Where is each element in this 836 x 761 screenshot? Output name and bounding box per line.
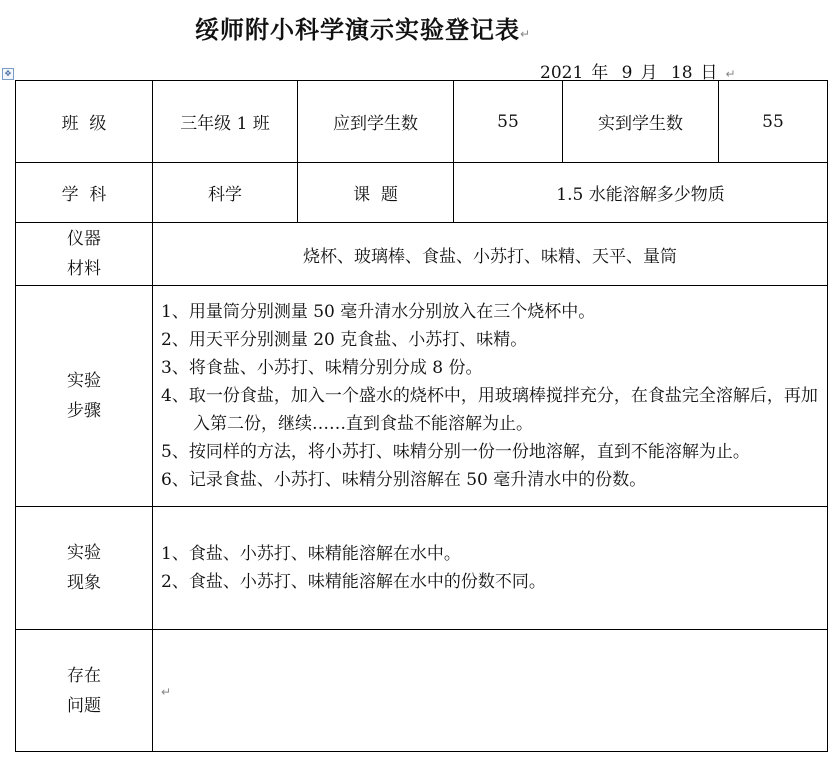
table-row [16,81,828,163]
table-row [16,286,828,507]
table-row [16,163,828,223]
step-item: 5、按同样的方法，将小苏打、味精分别一份一份地溶解，直到不能溶解为止。 [161,442,750,462]
date-month: 9 [621,63,633,83]
date-month-unit: 月 [640,63,658,83]
date-day-unit: 日 [700,63,718,83]
topic-value[interactable]: 1.5 水能溶解多少物质 [454,163,828,223]
topic-label: 课 题 [298,163,454,223]
expected-students-value[interactable]: 55 [454,81,563,163]
steps-content[interactable] [153,286,828,507]
steps-label [16,286,153,507]
table-move-handle-icon[interactable]: ✥ [2,68,14,80]
problems-label-line1: 存在 [67,665,101,686]
table-row [16,630,828,752]
form-title-text: 绥师附小科学演示实验登记表 [195,16,520,44]
equipment-value[interactable]: 烧杯、玻璃棒、食盐、小苏打、味精、天平、量筒 [153,223,828,286]
steps-label-line1: 实验 [67,371,101,391]
step-item: 3、将食盐、小苏打、味精分别分成 8 份。 [161,358,483,378]
registration-table [15,80,828,752]
paragraph-mark-icon: ↵ [520,27,532,41]
date-year-unit: 年 [591,63,609,83]
phenomena-content[interactable] [153,507,828,630]
phenomena-label-line2: 现象 [67,573,101,593]
paragraph-mark-icon: ↵ [161,684,172,699]
phenomena-label-line1: 实验 [67,543,101,563]
date-year: 2021 [540,63,584,83]
step-item: 2、用天平分别测量 20 克食盐、小苏打、味精。 [161,330,528,350]
problems-label [16,630,153,752]
phenomenon-item: 1、食盐、小苏打、味精能溶解在水中。 [161,544,461,564]
date-day: 18 [670,63,693,83]
subject-label: 学 科 [16,163,153,223]
step-item: 4、取一份食盐，加入一个盛水的烧杯中，用玻璃棒搅拌充分，在食盐完全溶解后，再加入第二份，继续……直到食盐不能溶解为止。 [161,386,818,434]
equipment-label-line1: 仪器 [67,229,101,249]
phenomena-label [16,507,153,630]
paragraph-mark-icon: ↵ [725,67,736,81]
table-row [16,223,828,286]
phenomenon-item: 2、食盐、小苏打、味精能溶解在水中的份数不同。 [161,572,546,592]
problems-label-line2: 问题 [67,695,101,716]
problems-content[interactable] [153,630,828,752]
actual-students-label: 实到学生数 [563,81,719,163]
table-row [16,507,828,630]
class-value[interactable]: 三年级 1 班 [153,81,298,163]
equipment-label-line2: 材料 [67,259,101,279]
class-label: 班 级 [16,81,153,163]
form-title [195,10,531,45]
step-item: 1、用量筒分别测量 50 毫升清水分别放入在三个烧杯中。 [161,302,596,322]
expected-students-label: 应到学生数 [298,81,454,163]
step-item: 6、记录食盐、小苏打、味精分别溶解在 50 毫升清水中的份数。 [161,470,647,490]
subject-value[interactable]: 科学 [153,163,298,223]
equipment-label [16,223,153,286]
steps-label-line2: 步骤 [67,401,101,421]
actual-students-value[interactable]: 55 [719,81,828,163]
